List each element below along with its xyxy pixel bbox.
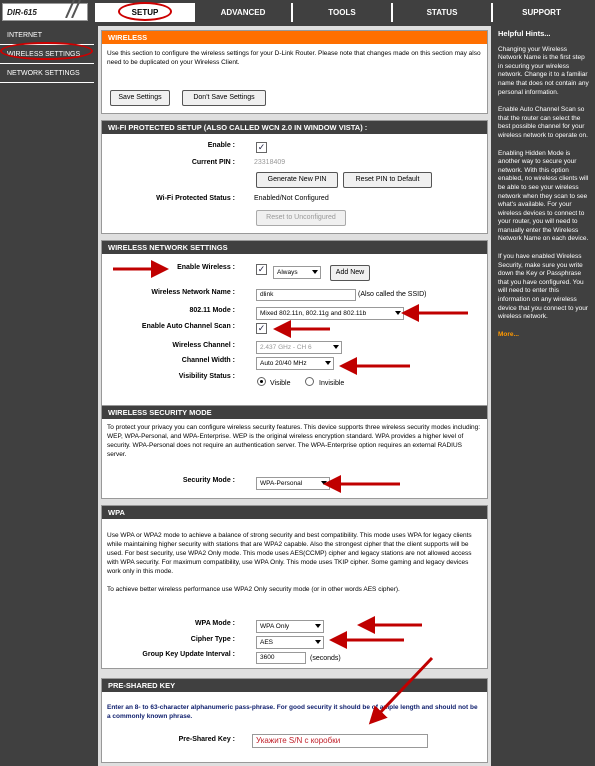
sidebar-item-internet[interactable]: INTERNET [0, 26, 94, 45]
section-description: Use WPA or WPA2 mode to achieve a balance of strong security and best compatibility. This mode uses WPA for legacy clients while maintaining higher security with stations that are WPA2 capable. Also the strongest cipher that the client supports will be used. For best security, use WPA2 Only mode. This mode uses AES(CCMP) cipher and legacy stations are not allowed access with WPA security. For maximum compatibility, use WPA Only. This mode uses TKIP cipher. Some gaming and legacy devices work only in this mode. [107, 532, 472, 575]
security-mode-select[interactable] [256, 477, 330, 490]
wps-status-label: Wi-Fi Protected Status : [156, 195, 235, 202]
sidebar-item-network-settings[interactable]: NETWORK SETTINGS [0, 64, 94, 83]
top-bar [0, 0, 595, 24]
hints-title: Helpful Hints... [498, 29, 551, 38]
invisible-radio-label: Invisible [319, 380, 345, 387]
mode-label: 802.11 Mode : [189, 307, 235, 314]
sidebar-item-wireless-settings[interactable]: WIRELESS SETTINGS [0, 45, 94, 64]
current-pin-value: 23318409 [254, 159, 286, 166]
section-title: WPA [102, 506, 487, 519]
cipher-type-select[interactable] [256, 636, 324, 649]
dont-save-settings-button[interactable]: Don't Save Settings [182, 90, 266, 106]
ssid-hint: (Also called the SSID) [358, 291, 427, 298]
section-title: WIRELESS NETWORK SETTINGS [102, 241, 487, 254]
section-description: Enter an 8- to 63-character alphanumeric pass-phrase. For good security it should be of ample length and should not be a commonly known phrase. [107, 704, 478, 720]
wps-enable-label: Enable : [207, 142, 235, 149]
section-title: WIRELESS [102, 31, 487, 44]
logo-slash-icon [58, 0, 88, 18]
channel-select[interactable] [256, 341, 342, 354]
security-mode-label: Security Mode : [182, 477, 235, 484]
interval-unit: (seconds) [310, 655, 341, 662]
channel-label: Wireless Channel : [172, 342, 235, 349]
chevron-down-icon [325, 361, 331, 365]
section-description: Use this section to configure the wireless settings for your D-Link Router. Please note that changes made on this section may also need to be duplicated on your Wireless Client. [107, 50, 481, 66]
wps-section [101, 120, 488, 234]
section-title: WIRELESS SECURITY MODE [102, 406, 487, 419]
network-name-input[interactable]: dlink [256, 289, 356, 301]
auto-channel-checkbox[interactable]: ✓ [257, 323, 266, 333]
hint-paragraph: Enabling Hidden Mode is another way to secure your network. With this option enabled, no wireless clients will be able to see your wireless network when they scan to see what's available. For your wireless devices to connect to your router, you will need to manually enter the Wireless Network Name on each device. [498, 149, 589, 243]
schedule-select[interactable] [273, 266, 321, 279]
wpa-section [101, 505, 488, 669]
reset-pin-default-button[interactable]: Reset PIN to Default [343, 172, 432, 188]
chevron-down-icon [315, 624, 321, 628]
wireless-section [101, 30, 488, 114]
auto-channel-label: Enable Auto Channel Scan : [141, 323, 235, 330]
tab-advanced[interactable]: ADVANCED [193, 3, 291, 22]
chevron-down-icon [312, 270, 318, 274]
invisible-radio[interactable] [305, 377, 314, 386]
hint-paragraph: If you have enabled Wireless Security, make sure you write down the Key or Passphrase that you have configured. You will need to enter this information on any wireless device that you connect to your wireless network. [498, 253, 588, 321]
wireless-security-mode-section [101, 405, 488, 499]
dlink-model-logo: DIR-615 [2, 3, 88, 21]
mode-select[interactable] [256, 307, 404, 320]
channel-width-label: Channel Width : [181, 357, 235, 364]
chevron-down-icon [315, 640, 321, 644]
more-hints-link[interactable]: More... [498, 330, 519, 338]
tab-setup[interactable]: SETUP [95, 3, 193, 22]
wpa-mode-value: WPA Only [260, 623, 290, 630]
visible-radio[interactable] [257, 377, 266, 386]
section-description-2: To achieve better wireless performance use WPA2 Only security mode (or in other words AES cipher). [107, 586, 400, 593]
wpa-mode-select[interactable] [256, 620, 324, 633]
wireless-network-settings-section [101, 240, 488, 420]
group-key-interval-input[interactable]: 3600 [256, 652, 306, 664]
chevron-down-icon [395, 311, 401, 315]
tab-tools[interactable]: TOOLS [291, 3, 391, 22]
current-pin-label: Current PIN : [191, 159, 235, 166]
tab-status[interactable]: STATUS [391, 3, 491, 22]
wps-status-value: Enabled/Not Configured [254, 195, 329, 202]
save-settings-button[interactable]: Save Settings [110, 90, 170, 106]
network-name-label: Wireless Network Name : [151, 289, 235, 296]
cipher-type-label: Cipher Type : [190, 636, 235, 643]
pre-shared-key-input[interactable]: Укажите S/N с коробки [252, 734, 428, 748]
tab-support[interactable]: SUPPORT [491, 3, 590, 22]
security-mode-value: WPA-Personal [260, 480, 303, 487]
wpa-mode-label: WPA Mode : [194, 620, 235, 627]
generate-new-pin-button[interactable]: Generate New PIN [256, 172, 338, 188]
cipher-type-value: AES [260, 639, 274, 646]
hint-paragraph: Enable Auto Channel Scan so that the router can select the best possible channel for your wireless network to operate on. [498, 106, 588, 139]
channel-width-value: Auto 20/40 MHz [260, 360, 307, 367]
pre-shared-key-label: Pre-Shared Key : [178, 736, 235, 743]
pre-shared-key-section [101, 678, 488, 763]
reset-to-unconfigured-button[interactable]: Reset to Unconfigured [256, 210, 346, 226]
enable-wireless-checkbox[interactable]: ✓ [257, 264, 266, 274]
add-new-schedule-button[interactable]: Add New [330, 265, 370, 281]
channel-value: 2.437 GHz - CH 6 [260, 344, 312, 351]
chevron-down-icon [321, 481, 327, 485]
wps-enable-checkbox[interactable]: ✓ [257, 142, 266, 152]
section-description: To protect your privacy you can configure wireless security features. This device supports three wireless security modes including: WEP, WPA-Personal, and WPA-Enterprise. WEP is the original wireless encryption standard. WPA provides a higher level of security. WPA-Personal does not require an authentication server. The WPA-Enterprise option requires an external RADIUS server. [107, 424, 481, 458]
section-title: WI-FI PROTECTED SETUP (ALSO CALLED WCN 2.0 IN WINDOW VISTA) : [102, 121, 487, 134]
hint-paragraph: Changing your Wireless Network Name is the first step in securing your wireless network. Change it to a familiar name that does not contain any personal information. [498, 45, 589, 96]
visibility-label: Visibility Status : [178, 373, 235, 380]
main-content [98, 26, 491, 766]
enable-wireless-label: Enable Wireless : [177, 264, 235, 271]
section-title: PRE-SHARED KEY [102, 679, 487, 692]
setup-tab-annotation-circle [118, 2, 172, 21]
helpful-hints-panel [494, 26, 592, 766]
schedule-value: Always [277, 269, 298, 276]
visible-radio-label: Visible [270, 380, 291, 387]
chevron-down-icon [333, 345, 339, 349]
mode-value: Mixed 802.11n, 802.11g and 802.11b [260, 310, 367, 317]
channel-width-select[interactable] [256, 357, 334, 370]
wireless-settings-annotation-circle [0, 42, 93, 60]
group-key-interval-label: Group Key Update Interval : [142, 651, 235, 658]
